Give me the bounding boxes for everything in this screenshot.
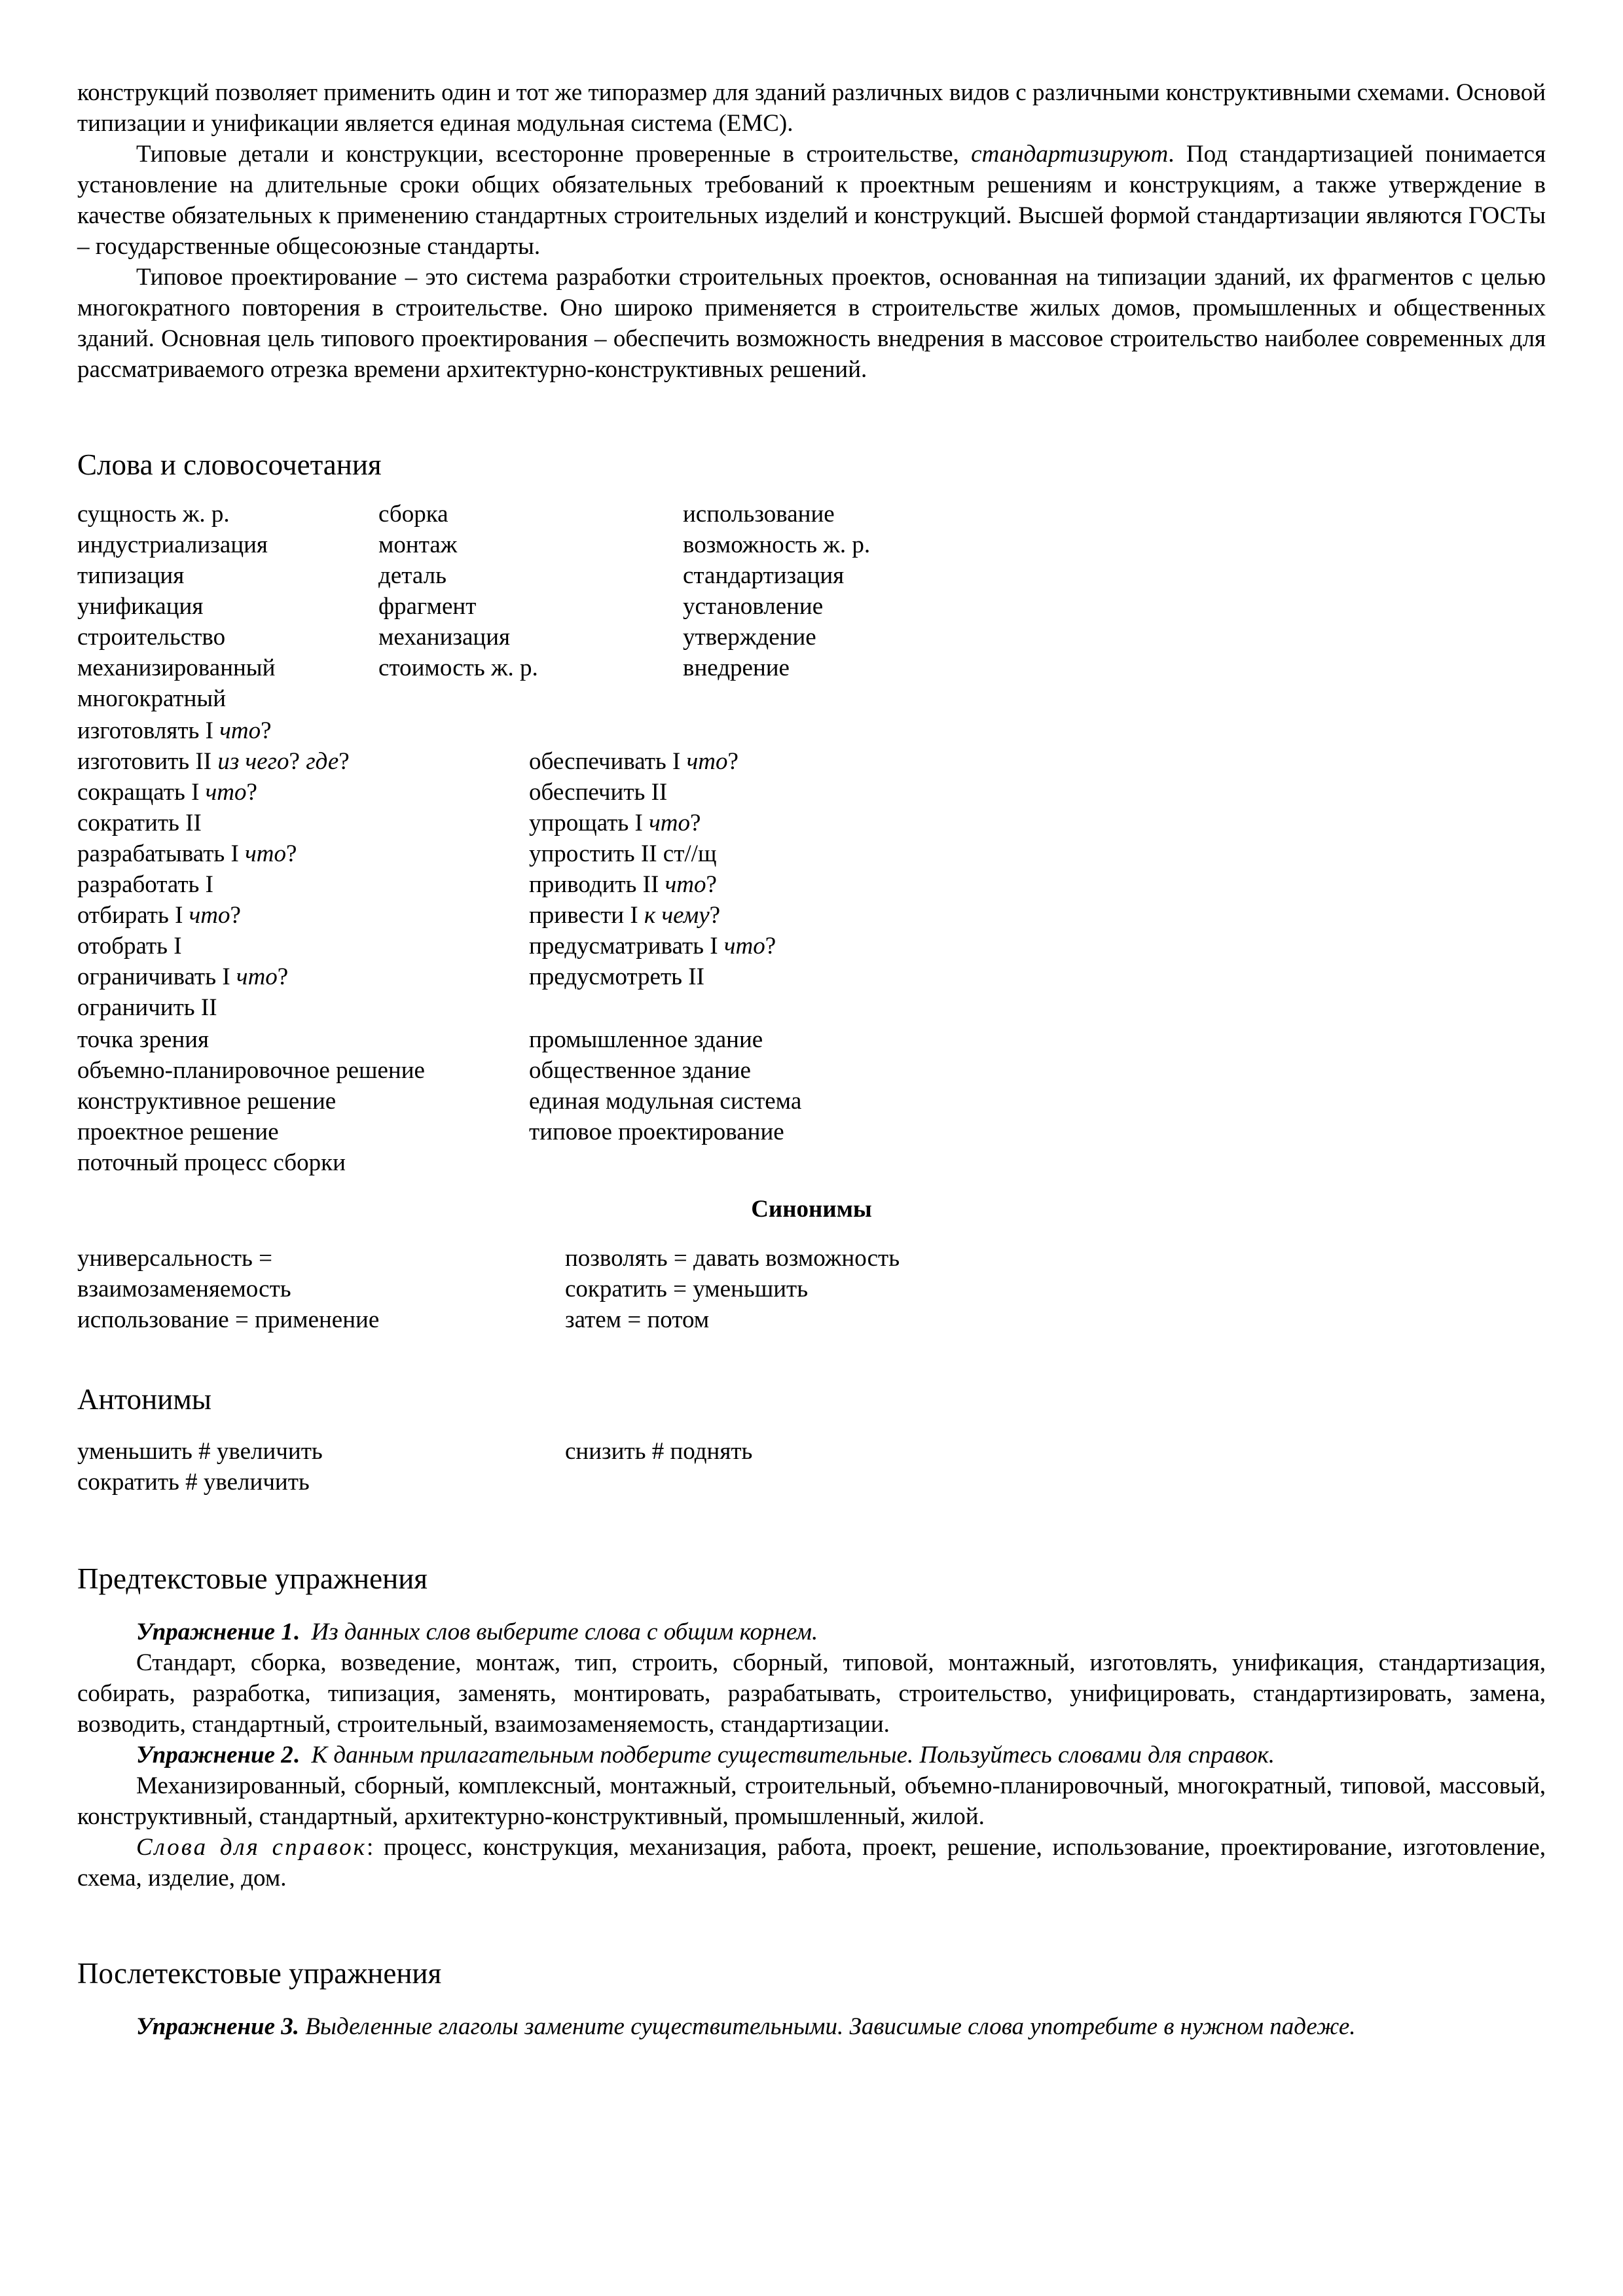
vocab-phrase: единая модульная система bbox=[529, 1088, 802, 1115]
vocab-verb: изготовлять I что? bbox=[77, 717, 272, 744]
synonym-pair: использование = применение bbox=[77, 1306, 380, 1333]
vocab-verb: изготовить II из чего? где? bbox=[77, 748, 350, 775]
synonyms-heading: Синонимы bbox=[751, 1196, 872, 1223]
vocab-verb: предусмотреть II bbox=[529, 963, 704, 990]
vocab-word: механизированный bbox=[77, 655, 276, 681]
vocab-verb: ограничивать I что? bbox=[77, 963, 289, 990]
vocab-verb: разработать I bbox=[77, 871, 213, 898]
exercise-3-task bbox=[77, 2011, 1546, 2042]
document-page bbox=[77, 77, 1546, 2042]
antonyms-list bbox=[77, 1436, 1546, 1498]
vocab-verb: приводить II что? bbox=[529, 871, 717, 898]
vocab-verb: отбирать I что? bbox=[77, 902, 241, 929]
intro-paragraph-2 bbox=[77, 139, 1546, 262]
vocab-word: деталь bbox=[378, 562, 447, 589]
reference-words bbox=[77, 1832, 1546, 1893]
vocab-phrase: поточный процесс сборки bbox=[77, 1149, 346, 1176]
vocab-verb: ограничить II bbox=[77, 994, 217, 1021]
intro-paragraph-3: Типовое проектирование – это система разработки строительных проектов, основанная на типизации зданий, их фрагментов с целью многократного повторения в строительстве. Оно широко применяется в строительстве жилых домов, промышленных и общественных зданий. Основная цель типового проектирования – обеспечить возможность внедрения в массовое строительство наиболее современных для рассматриваемого отрезка времени архитектурно-конструктивных решений. bbox=[77, 264, 1546, 383]
vocab-verb: разрабатывать I что? bbox=[77, 840, 297, 867]
pretext-heading: Предтекстовые упражнения bbox=[77, 1562, 428, 1595]
vocab-verb: обеспечивать I что? bbox=[529, 748, 739, 775]
vocab-word: типизация bbox=[77, 562, 185, 589]
antonym-pair: сократить # увеличить bbox=[77, 1469, 310, 1496]
vocab-word: строительство bbox=[77, 624, 226, 651]
posttext-heading: Послетекстовые упражнения bbox=[77, 1957, 442, 1990]
vocab-word: фрагмент bbox=[378, 593, 477, 620]
vocab-verb: упростить II ст//щ bbox=[529, 840, 717, 867]
vocab-verb: обеспечить II bbox=[529, 779, 668, 806]
synonym-pair: затем = потом bbox=[565, 1306, 710, 1333]
vocab-word: использование bbox=[683, 501, 835, 528]
nouns-list bbox=[77, 499, 1546, 714]
exercise-2-label: Упражнение 2 bbox=[136, 1742, 293, 1768]
vocab-word: монтаж bbox=[378, 531, 458, 558]
vocab-word: возможность ж. р. bbox=[683, 531, 871, 558]
antonym-pair: снизить # поднять bbox=[565, 1438, 753, 1465]
vocab-word: унификация bbox=[77, 593, 204, 620]
vocab-word: механизация bbox=[378, 624, 511, 651]
vocab-phrase: конструктивное решение bbox=[77, 1088, 337, 1115]
vocab-verb bbox=[529, 992, 1546, 1023]
phrases-list bbox=[77, 1024, 1546, 1178]
exercise-3-label: Упражнение 3. bbox=[136, 2013, 300, 2040]
antonym-pair bbox=[565, 1467, 1546, 1498]
vocab-phrase: промышленное здание bbox=[529, 1026, 763, 1053]
reference-label: Слова для справок bbox=[136, 1834, 367, 1861]
reference-list: : процесс, конструкция, механизация, работа, проект, решение, использование, проектирование, изготовление, схема, изделие, дом. bbox=[77, 1834, 1546, 1892]
vocab-word: сущность ж. р. bbox=[77, 501, 230, 528]
vocab-phrase: проектное решение bbox=[77, 1119, 279, 1145]
synonym-pair: сократить = уменьшить bbox=[565, 1276, 809, 1302]
vocab-phrase: объемно-планировочное решение bbox=[77, 1057, 425, 1084]
vocab-word: сборка bbox=[378, 501, 448, 528]
words-heading: Слова и словосочетания bbox=[77, 448, 382, 481]
exercise-1-label: Упражнение 1 bbox=[136, 1619, 293, 1645]
synonym-pair: взаимозаменяемость bbox=[77, 1276, 291, 1302]
verbs-list bbox=[77, 715, 1546, 1023]
exercise-2-instruction: К данным прилагательным подберите существительные. Пользуйтесь словами для справок. bbox=[311, 1742, 1275, 1768]
vocab-phrase: точка зрения bbox=[77, 1026, 210, 1053]
vocab-word: утверждение bbox=[683, 624, 816, 651]
synonym-pair: позволять = давать возможность bbox=[565, 1245, 900, 1272]
vocab-word: внедрение bbox=[683, 655, 790, 681]
exercise-1-instruction: Из данных слов выберите слова с общим корнем. bbox=[311, 1619, 818, 1645]
intro-paragraph-1: конструкций позволяет применить один и тот же типоразмер для зданий различных видов с различными конструктивными схемами. Основой типизации и унификации является единая модульная система (ЕМС). bbox=[77, 79, 1546, 137]
vocab-phrase: типовое проектирование bbox=[529, 1119, 784, 1145]
vocab-verb: упрощать I что? bbox=[529, 810, 701, 836]
para2-italic-term: стандартизируют bbox=[971, 141, 1169, 168]
para2-text-start: Типовые детали и конструкции, всесторонне проверенные в строительстве, bbox=[136, 141, 972, 168]
vocab-verb bbox=[529, 715, 1546, 746]
exercise-1-text: Стандарт, сборка, возведение, монтаж, тип, строить, сборный, типовой, монтажный, изготовлять, унификация, стандартизация, собирать, разработка, типизация, заменять, монтировать, разрабатывать, строительство, унифицировать, стандартизировать, замена, возводить, стандартный, строительный, взаимозаменяемость, стандартизации. bbox=[77, 1649, 1546, 1738]
antonym-pair: уменьшить # увеличить bbox=[77, 1438, 323, 1465]
vocab-verb: привести I к чему? bbox=[529, 902, 721, 929]
vocab-word: индустриализация bbox=[77, 531, 268, 558]
vocab-phrase bbox=[529, 1147, 1546, 1178]
vocab-word: установление bbox=[683, 593, 824, 620]
exercise-2-text: Механизированный, сборный, комплексный, монтажный, строительный, объемно-планировочный, многократный, типовой, массовый, конструктивный, стандартный, архитектурно-конструктивный, промышленный, жилой. bbox=[77, 1772, 1546, 1830]
exercise-2-task: Упражнение 2. К данным прилагательным подберите существительные. Пользуйтесь словами для справок. bbox=[136, 1742, 1275, 1768]
synonyms-list bbox=[77, 1243, 1546, 1335]
vocab-word: многократный bbox=[77, 685, 227, 712]
exercise-3-instruction: Выделенные глаголы замените существительными. Зависимые слова употребите в нужном падеже. bbox=[299, 2013, 1356, 2040]
vocab-verb: предусматривать I что? bbox=[529, 933, 776, 960]
vocab-verb: отобрать I bbox=[77, 933, 182, 960]
vocab-word: стандартизация bbox=[683, 562, 845, 589]
vocab-verb: сокращать I что? bbox=[77, 779, 257, 806]
vocab-verb: сократить II bbox=[77, 810, 202, 836]
vocab-phrase: общественное здание bbox=[529, 1057, 751, 1084]
antonyms-heading: Антонимы bbox=[77, 1383, 212, 1416]
para2-text-end: . Под стандартизацией понимается установление на длительные сроки общих обязательных требований к проектным решениям и конструкциям, а также утверждение в качестве обязательных к применению стандартных строительных изделий и конструкций. Высшей формой стандартизации являются ГОСТы – государственные общесоюзные стандарты. bbox=[77, 141, 1546, 260]
exercise-1-task: Упражнение 1. Из данных слов выберите слова с общим корнем. bbox=[136, 1619, 818, 1645]
vocab-word bbox=[683, 683, 1546, 714]
vocab-word bbox=[378, 683, 683, 714]
vocab-word: стоимость ж. р. bbox=[378, 655, 538, 681]
synonym-pair: универсальность = bbox=[77, 1245, 273, 1272]
